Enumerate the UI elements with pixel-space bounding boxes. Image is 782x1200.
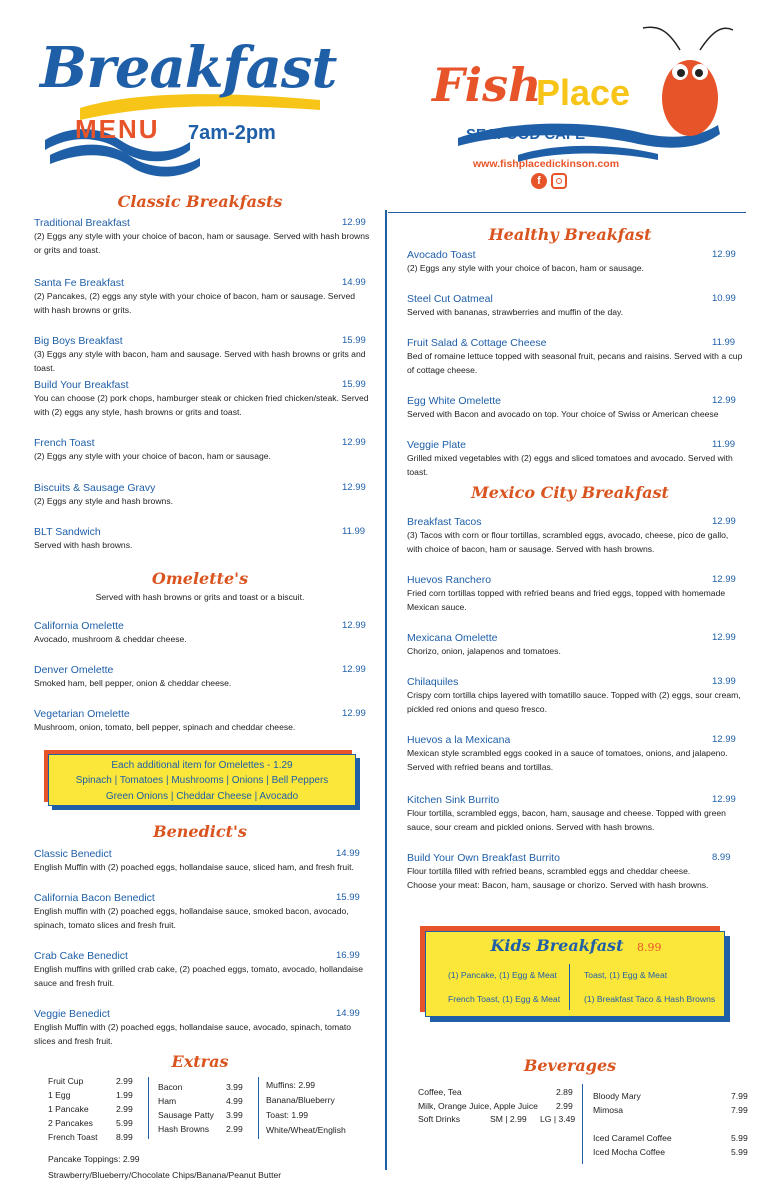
menu-item (407, 293, 745, 320)
breakfast-title: Breakfast (40, 35, 337, 101)
menu-item (407, 852, 745, 892)
item-description: Served with hash browns. (34, 540, 133, 550)
kids-left-1: (1) Pancake, (1) Egg & Meat (448, 970, 557, 980)
extras-divider-2 (258, 1077, 259, 1139)
extra-line: Banana/Blueberry (266, 1095, 335, 1105)
extra-line: White/Wheat/English (266, 1125, 346, 1135)
item-name: Crab Cake Benedict (34, 950, 128, 962)
item-price: 16.99 (336, 950, 360, 961)
extra-price: 2.99 (226, 1124, 243, 1134)
menu-item (407, 632, 745, 659)
item-name: Mexicana Omelette (407, 632, 498, 644)
menu-item (407, 337, 745, 377)
section-extras-title: Extras (171, 1052, 229, 1071)
menu-item (34, 848, 370, 875)
soft-drinks-name: Soft Drinks (418, 1114, 461, 1124)
item-description: English muffin with (2) poached eggs, hollandaise sauce, smoked bacon, avocado, spinach, tomato slices and fresh fruit. (34, 906, 349, 930)
item-price: 12.99 (342, 620, 366, 631)
menu-item (34, 277, 370, 317)
item-description: Served with bananas, strawberries and muffin of the day. (407, 307, 624, 317)
extra-price: 5.99 (116, 1118, 133, 1128)
addons-line2: Green Onions | Cheddar Cheese | Avocado (105, 791, 299, 802)
brand-place: Place (536, 72, 631, 113)
beverage-name: Bloody Mary (593, 1091, 641, 1101)
extra-name: 1 Pancake (48, 1104, 89, 1114)
menu-label: MENU (75, 114, 160, 144)
item-price: 12.99 (712, 516, 736, 527)
item-price: 11.99 (712, 337, 736, 348)
item-description-2: Choose your meat: Bacon, ham, sausage or chorizo. Served with hash browns. (407, 879, 709, 890)
beverage-name: Milk, Orange Juice, Apple Juice (418, 1101, 538, 1111)
soft-drinks-sm: SM | 2.99 (490, 1114, 527, 1124)
item-description: Crispy corn tortilla chips layered with tomatillo sauce. Topped with (2) eggs, sour cream, pickled red onions and queso fresco. (407, 690, 741, 714)
item-description: (2) Pancakes, (2) eggs any style with your choice of bacon, ham or sausage. Served with hash browns or grits. (34, 291, 355, 315)
item-price: 12.99 (712, 574, 736, 585)
item-price: 13.99 (712, 676, 736, 687)
menu-item (34, 708, 370, 735)
item-price: 14.99 (336, 1008, 360, 1019)
item-description: Flour tortilla, scrambled eggs, bacon, ham, sausage and cheese. Topped with green sauce, sour cream and pickled onions. Served with hash browns. (407, 808, 726, 832)
menu-item (34, 437, 370, 464)
item-description: Mushroom, onion, tomato, bell pepper, spinach and cheddar cheese. (34, 722, 296, 732)
menu-item (407, 439, 745, 479)
menu-item (34, 217, 370, 257)
kids-right-2: (1) Breakfast Taco & Hash Browns (584, 994, 716, 1004)
extra-price: 4.99 (226, 1096, 243, 1106)
kids-box (425, 931, 725, 1017)
section-beverages-title: Beverages (523, 1056, 617, 1075)
menu-item (407, 794, 745, 834)
item-name: California Bacon Benedict (34, 892, 155, 904)
facebook-icon[interactable]: f (531, 173, 547, 189)
kids-divider (569, 964, 570, 1010)
menu-item (34, 1008, 370, 1048)
menu-item (34, 620, 370, 647)
section-healthy-title: Healthy Breakfast (488, 225, 652, 244)
item-description: English Muffin with (2) poached eggs, hollandaise sauce, avocado, spinach, tomato slices and fresh fruit. (34, 1022, 352, 1046)
beverage-price: 7.99 (731, 1091, 748, 1101)
item-name: Huevos Ranchero (407, 574, 492, 586)
item-name: Egg White Omelette (407, 395, 501, 407)
item-description: (3) Eggs any style with bacon, ham and sausage. Served with hash browns or grits and toast. (34, 349, 366, 373)
item-name: Fruit Salad & Cottage Cheese (407, 337, 547, 349)
item-price: 11.99 (342, 526, 366, 537)
item-description: (2) Eggs any style with your choice of bacon, ham or sausage. (34, 451, 271, 461)
item-price: 12.99 (712, 632, 736, 643)
item-name: French Toast (34, 437, 95, 449)
extra-line: Toast: 1.99 (266, 1110, 309, 1120)
toppings-list: Strawberry/Blueberry/Chocolate Chips/Banana/Peanut Butter (48, 1170, 282, 1180)
section-benedicts-title: Benedict's (153, 822, 247, 841)
item-name: Build Your Own Breakfast Burrito (407, 852, 560, 864)
extra-price: 8.99 (116, 1132, 133, 1142)
item-description: You can choose (2) pork chops, hamburger steak or chicken fried chicken/steak. Served with (2) eggs any style, hash browns or grits and toast. (34, 393, 369, 417)
beverage-price: 2.89 (556, 1087, 573, 1097)
extra-name: Sausage Patty (158, 1110, 214, 1120)
item-description: Smoked ham, bell pepper, onion & cheddar cheese. (34, 678, 232, 688)
addons-title: Each additional item for Omelettes - 1.29 (111, 760, 293, 771)
item-name: Santa Fe Breakfast (34, 277, 124, 289)
item-price: 11.99 (712, 439, 736, 450)
beverage-name: Iced Mocha Coffee (593, 1147, 665, 1157)
extra-name: Hash Browns (158, 1124, 210, 1134)
addons-line1: Spinach | Tomatoes | Mushrooms | Onions | Bell Peppers (75, 775, 329, 786)
menu-item (407, 734, 745, 774)
menu-item (407, 676, 745, 716)
item-price: 12.99 (342, 482, 366, 493)
beverages-divider (582, 1084, 583, 1164)
item-name: California Omelette (34, 620, 124, 632)
item-description: Fried corn tortillas topped with refried beans and fried eggs, topped with homemade Mexican sauce. (407, 588, 726, 612)
beverage-price: 5.99 (731, 1147, 748, 1157)
item-name: Traditional Breakfast (34, 217, 130, 229)
item-price: 15.99 (342, 379, 366, 390)
section-omelettes-title: Omelette's (151, 569, 249, 588)
extra-name: 2 Pancakes (48, 1118, 93, 1128)
item-price: 8.99 (712, 852, 731, 863)
beverage-name: Iced Caramel Coffee (593, 1133, 672, 1143)
item-name: Biscuits & Sausage Gravy (34, 482, 156, 494)
item-description: English muffins with grilled crab cake, (2) poached eggs, tomato, avocado, hollandaise sauce and fresh fruit. (34, 964, 363, 988)
item-description: (2) Eggs any style with your choice of bacon, ham or sausage. (407, 263, 644, 273)
beverage-name: Coffee, Tea (418, 1087, 462, 1097)
menu-item (34, 335, 370, 375)
kids-left-2: French Toast, (1) Egg & Meat (448, 994, 561, 1004)
item-name: Veggie Benedict (34, 1008, 110, 1020)
item-price: 12.99 (712, 734, 736, 745)
menu-item (34, 482, 370, 509)
toppings-label: Pancake Toppings: 2.99 (48, 1154, 140, 1164)
item-price: 15.99 (336, 892, 360, 903)
beverage-name: Mimosa (593, 1105, 624, 1115)
extra-price: 2.99 (116, 1076, 133, 1086)
extra-price: 3.99 (226, 1082, 243, 1092)
brand-subtitle: SEAFOOD CAFE (466, 126, 586, 143)
menu-item (34, 950, 370, 990)
section-classic-title: Classic Breakfasts (117, 192, 283, 211)
item-description: English Muffin with (2) poached eggs, hollandaise sauce, sliced ham, and fresh fruit. (34, 862, 354, 872)
item-description: (3) Tacos with corn or flour tortillas, scrambled eggs, avocado, cheese, pico de gallo, with choice of bacon, ham or sausage. Served with hash browns. (407, 530, 729, 554)
website-link[interactable]: www.fishplacedickinson.com (473, 158, 620, 170)
breakfast-logo (30, 30, 337, 180)
kids-title (426, 936, 726, 955)
kids-price: 8.99 (637, 941, 662, 954)
extras-divider-1 (148, 1077, 149, 1139)
menu-item (407, 395, 745, 422)
item-description: (2) Eggs any style and hash browns. (34, 496, 174, 506)
brand-fish: Fish (432, 58, 542, 112)
item-name: Denver Omelette (34, 664, 114, 676)
beverage-price: 7.99 (731, 1105, 748, 1115)
item-name: Chilaquiles (407, 676, 459, 688)
item-description: Chorizo, onion, jalapenos and tomatoes. (407, 646, 561, 656)
item-description: Flour tortilla filled with refried beans, scrambled eggs and cheddar cheese. (407, 866, 691, 876)
section-mexico-title: Mexico City Breakfast (471, 483, 669, 502)
top-rule (388, 212, 746, 213)
item-name: BLT Sandwich (34, 526, 101, 538)
item-name: Kitchen Sink Burrito (407, 794, 500, 806)
item-name: Big Boys Breakfast (34, 335, 123, 347)
item-name: Vegetarian Omelette (34, 708, 130, 720)
item-name: Veggie Plate (407, 439, 466, 451)
item-description: (2) Eggs any style with your choice of bacon, ham or sausage. Served with hash browns or grits and toast. (34, 231, 370, 255)
item-price: 12.99 (342, 708, 366, 719)
item-price: 15.99 (342, 335, 366, 346)
item-description: Mexican style scrambled eggs cooked in a sauce of tomatoes, onions, and jalapeno. Served with refried beans and tortillas. (407, 748, 728, 772)
beverage-price: 5.99 (731, 1133, 748, 1143)
menu-item (34, 526, 370, 553)
item-price: 12.99 (712, 249, 736, 260)
soft-drinks-lg: LG | 3.49 (540, 1114, 576, 1124)
extra-price: 3.99 (226, 1110, 243, 1120)
menu-item (407, 574, 745, 614)
item-price: 12.99 (712, 794, 736, 805)
item-price: 14.99 (336, 848, 360, 859)
extra-price: 2.99 (116, 1104, 133, 1114)
item-description: Avocado, mushroom & cheddar cheese. (34, 634, 187, 644)
menu-item (407, 516, 745, 556)
addons-box (48, 754, 356, 806)
item-price: 12.99 (342, 437, 366, 448)
item-price: 12.99 (712, 395, 736, 406)
menu-item (34, 892, 370, 932)
item-name: Avocado Toast (407, 249, 476, 261)
menu-item (34, 379, 370, 419)
extra-price: 1.99 (116, 1090, 133, 1100)
column-divider (385, 210, 387, 1170)
item-price: 12.99 (342, 664, 366, 675)
extra-name: Bacon (158, 1082, 183, 1092)
beverage-price: 2.99 (556, 1101, 573, 1111)
item-price: 12.99 (342, 217, 366, 228)
item-description: Bed of romaine lettuce topped with seasonal fruit, pecans and raisins. Served with a cup of cottage cheese. (407, 351, 743, 375)
item-description: Grilled mixed vegetables with (2) eggs and sliced tomatoes and avocado. Served with toast. (407, 453, 733, 477)
item-description: Served with Bacon and avocado on top. Your choice of Swiss or American cheese (407, 409, 719, 419)
extra-name: Fruit Cup (48, 1076, 84, 1086)
extra-line: Muffins: 2.99 (266, 1080, 316, 1090)
item-price: 14.99 (342, 277, 366, 288)
item-name: Huevos a la Mexicana (407, 734, 511, 746)
item-name: Build Your Breakfast (34, 379, 129, 391)
omelettes-subtitle: Served with hash browns or grits and toast or a biscuit. (95, 592, 305, 602)
extra-name: Ham (158, 1096, 177, 1106)
fish-place-logo (428, 20, 738, 195)
hours-label: 7am-2pm (188, 122, 276, 144)
menu-item (34, 664, 370, 691)
item-name: Steel Cut Oatmeal (407, 293, 493, 305)
kids-title-text: Kids Breakfast (490, 936, 624, 955)
menu-item (407, 249, 745, 276)
item-price: 10.99 (712, 293, 736, 304)
extra-name: 1 Egg (48, 1090, 71, 1100)
item-name: Classic Benedict (34, 848, 112, 860)
instagram-icon[interactable] (551, 173, 567, 189)
item-name: Breakfast Tacos (407, 516, 482, 528)
kids-right-1: Toast, (1) Egg & Meat (584, 970, 668, 980)
extra-name: French Toast (48, 1132, 98, 1142)
